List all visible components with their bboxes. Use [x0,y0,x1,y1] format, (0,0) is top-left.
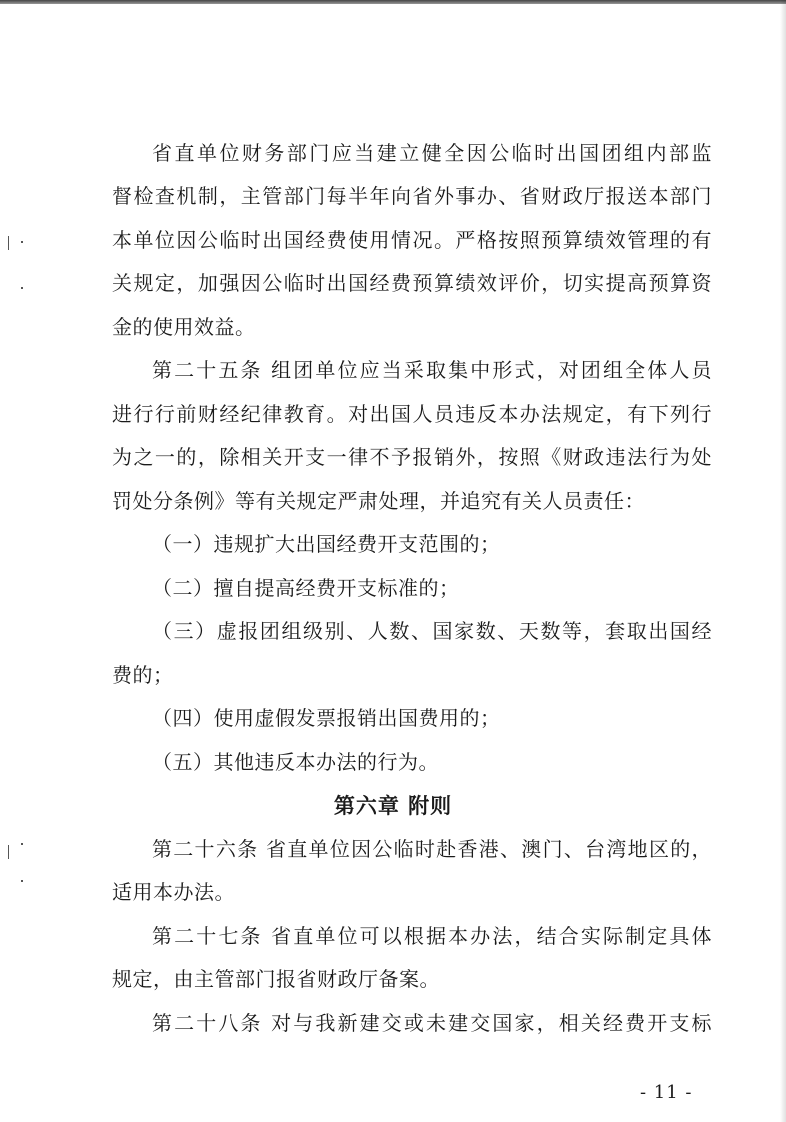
article-26-line: 第二十六条 省直单位因公临时赴香港、澳门、台湾地区的， [152,837,712,861]
scan-mark [21,843,23,845]
list-item: （三）虚报团组级别、人数、国家数、天数等，套取出国经 [152,619,712,643]
list-item-continuation: 费的； [112,663,174,687]
page-number: - 11 - [640,1082,693,1103]
paragraph-line: 金的使用效益。 [112,315,256,339]
scan-mark [21,287,23,289]
article-27-line: 第二十七条 省直单位可以根据本办法，结合实际制定具体 [152,924,712,948]
scan-mark [8,845,9,859]
chapter-heading: 第六章 附则 [333,794,453,818]
scan-mark [21,880,23,882]
paragraph-line: 省直单位财务部门应当建立健全因公临时出国团组内部监 [152,141,712,165]
list-item: （五）其他违反本办法的行为。 [152,750,439,774]
scan-top-border [0,0,786,4]
article-28-line: 第二十八条 对与我新建交或未建交国家，相关经费开支标 [152,1011,712,1035]
paragraph-line: 本单位因公临时出国经费使用情况。严格按照预算绩效管理的有 [112,228,712,252]
scan-mark [21,241,23,243]
paragraph-line: 关规定，加强因公临时出国经费预算绩效评价，切实提高预算资 [112,271,712,295]
paragraph-line: 为之一的，除相关开支一律不予报销外，按照《财政违法行为处 [112,445,712,469]
paragraph-line: 适用本办法。 [112,880,235,904]
article-25-line: 第二十五条 组团单位应当采取集中形式，对团组全体人员 [152,358,712,382]
paragraph-line: 督检查机制，主管部门每半年向省外事办、省财政厅报送本部门 [112,184,712,208]
list-item: （四）使用虚假发票报销出国费用的； [152,706,501,730]
scan-mark [8,236,9,250]
list-item: （一）违规扩大出国经费开支范围的； [152,532,501,556]
list-item: （二）擅自提高经费开支标准的； [152,576,460,600]
paragraph-line: 进行行前财经纪律教育。对出国人员违反本办法规定，有下列行 [112,402,712,426]
scan-right-shadow [780,0,786,1122]
paragraph-line: 规定，由主管部门报省财政厅备案。 [112,967,440,991]
paragraph-line: 罚处分条例》等有关规定严肃处理，并追究有关人员责任： [112,489,645,513]
